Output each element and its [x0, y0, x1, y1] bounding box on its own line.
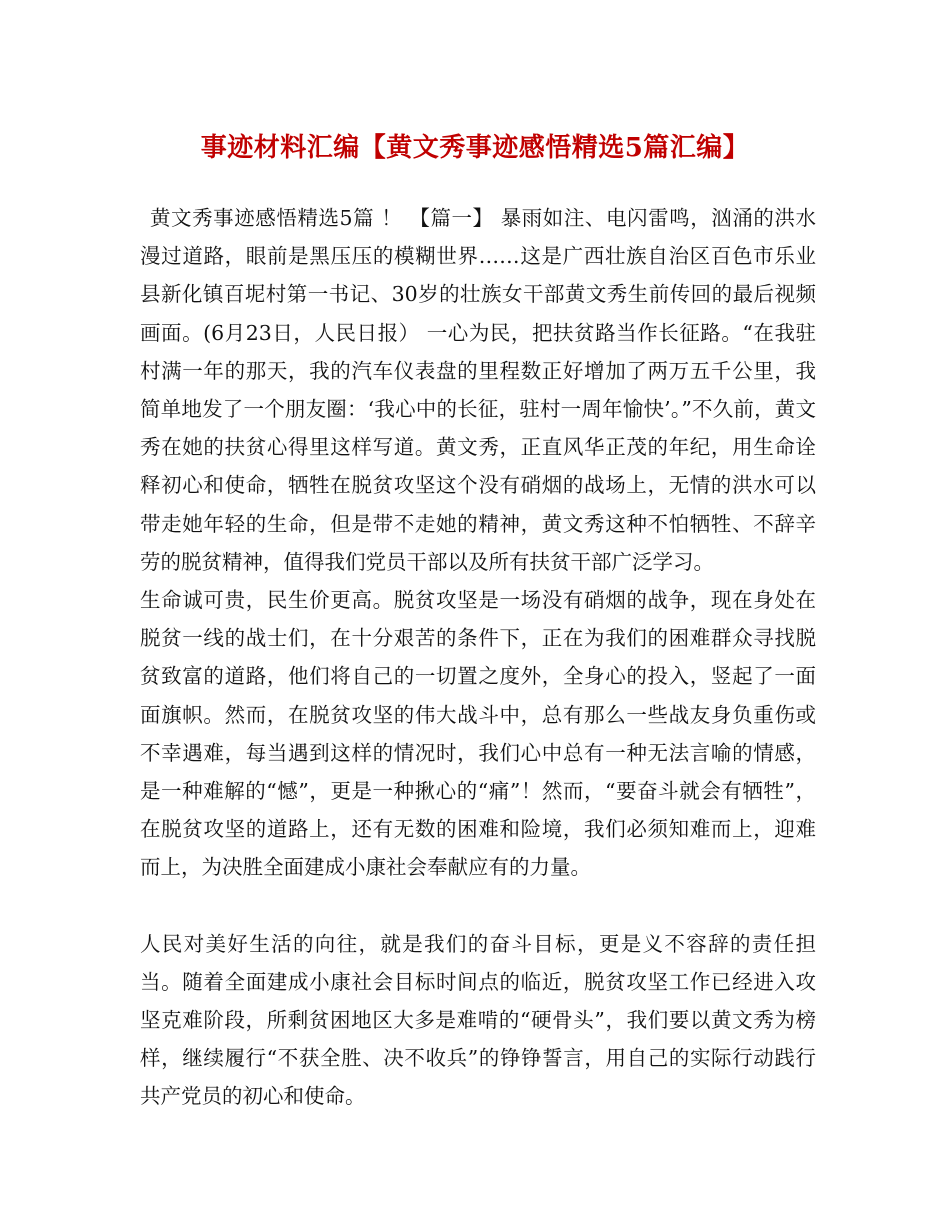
page-title: 事迹材料汇编【黄文秀事迹感悟精选5篇汇编】: [200, 133, 750, 163]
paragraph-3: 人民对美好生活的向往，就是我们的奋斗目标，更是义不容辞的责任担当。随着全面建成小康社会目标时间点的临近，脱贫攻坚工作已经进入攻坚克难阶段，所剩贫困地区大多是难啃的“硬骨头”，我们要以黄文秀为榜样，继续履行“不获全胜、决不收兵”的铮铮誓言，用自己的实际行动践行共产党员的初心和使命。: [140, 931, 816, 1109]
document-body: [140, 199, 816, 1116]
paragraph-2: 生命诚可贵，民生价更高。脱贫攻坚是一场没有硝烟的战争，现在身处在脱贫一线的战士们，在十分艰苦的条件下，正在为我们的困难群众寻找脱贫致富的道路，他们将自己的一切置之度外，全身心的投入，竖起了一面面旗帜。然而，在脱贫攻坚的伟大战斗中，总有那么一些战友身负重伤或不幸遇难，每当遇到这样的情况时，我们心中总有一种无法言喻的情感，是一种难解的“憾”，更是一种揪心的“痛”！然而，“要奋斗就会有牺牲”，在脱贫攻坚的道路上，还有无数的困难和险境，我们必须知难而上，迎难而上，为决胜全面建成小康社会奉献应有的力量。: [140, 588, 816, 880]
paragraph-1: 黄文秀事迹感悟精选5篇 ！ 【篇一】 暴雨如注、电闪雷鸣，汹涌的洪水漫过道路，眼前是黑压压的模糊世界……这是广西壮族自治区百色市乐业县新化镇百坭村第一书记、30岁的壮族女干部黄文秀生前传回的最后视频画面。(6月23日，人民日报） 一心为民，把扶贫路当作长征路。“在我驻村满一年的那天，我的汽车仪表盘的里程数正好增加了两万五千公里，我简单地发了一个朋友圈：‘我心中的长征，驻村一周年愉快’。”不久前，黄文秀在她的扶贫心得里这样写道。黄文秀，正直风华正茂的年纪，用生命诠释初心和使命，牺牲在脱贫攻坚这个没有硝烟的战场上，无情的洪水可以带走她年轻的生命，但是带不走她的精神，黄文秀这种不怕牺牲、不辞辛劳的脱贫精神，值得我们党员干部以及所有扶贫干部广泛学习。: [140, 206, 816, 574]
